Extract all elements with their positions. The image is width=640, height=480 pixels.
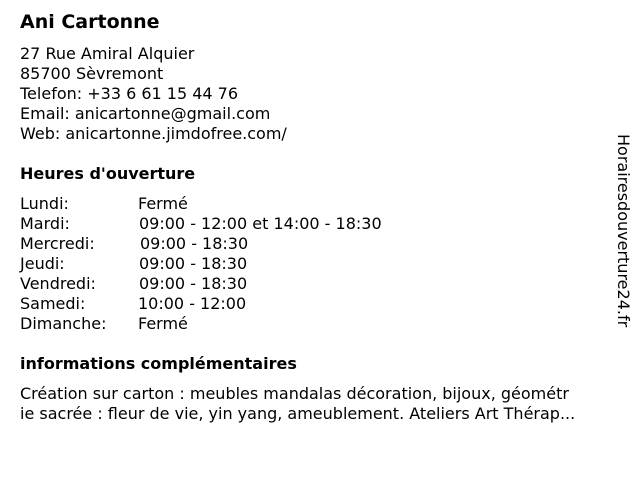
day-hours: Fermé bbox=[138, 314, 188, 333]
info-heading: informations complémentaires bbox=[20, 354, 297, 373]
email-address[interactable]: Email: anicartonne@gmail.com bbox=[20, 104, 271, 123]
day-label: Samedi: bbox=[20, 294, 86, 313]
business-name: Ani Cartonne bbox=[20, 11, 160, 33]
hours-heading: Heures d'ouverture bbox=[20, 164, 196, 183]
description-line: Création sur carton : meubles mandalas décoration, bijoux, géométr bbox=[20, 384, 569, 403]
day-hours: 09:00 - 18:30 bbox=[140, 234, 249, 253]
address-city: 85700 Sèvremont bbox=[20, 64, 164, 83]
day-label: Mardi: bbox=[20, 214, 70, 233]
day-hours: 10:00 - 12:00 bbox=[138, 294, 247, 313]
day-label: Dimanche: bbox=[20, 314, 107, 333]
day-label: Vendredi: bbox=[20, 274, 96, 293]
site-watermark: Horairesdouverture24.fr bbox=[614, 134, 633, 328]
day-label: Jeudi: bbox=[20, 254, 65, 273]
day-label: Lundi: bbox=[20, 194, 69, 213]
description-line: ie sacrée : fleur de vie, yin yang, ameublement. Ateliers Art Thérap... bbox=[20, 404, 576, 423]
contact-block bbox=[20, 44, 287, 144]
day-hours: 09:00 - 18:30 bbox=[139, 254, 248, 273]
business-description bbox=[20, 384, 630, 424]
phone-number[interactable]: Telefon: +33 6 61 15 44 76 bbox=[20, 84, 239, 103]
day-hours: 09:00 - 12:00 et 14:00 - 18:30 bbox=[139, 214, 382, 233]
address-street: 27 Rue Amiral Alquier bbox=[20, 44, 195, 63]
day-hours: Fermé bbox=[138, 194, 188, 213]
website-link[interactable]: Web: anicartonne.jimdofree.com/ bbox=[20, 124, 287, 143]
day-hours: 09:00 - 18:30 bbox=[139, 274, 248, 293]
day-label: Mercredi: bbox=[20, 234, 95, 253]
